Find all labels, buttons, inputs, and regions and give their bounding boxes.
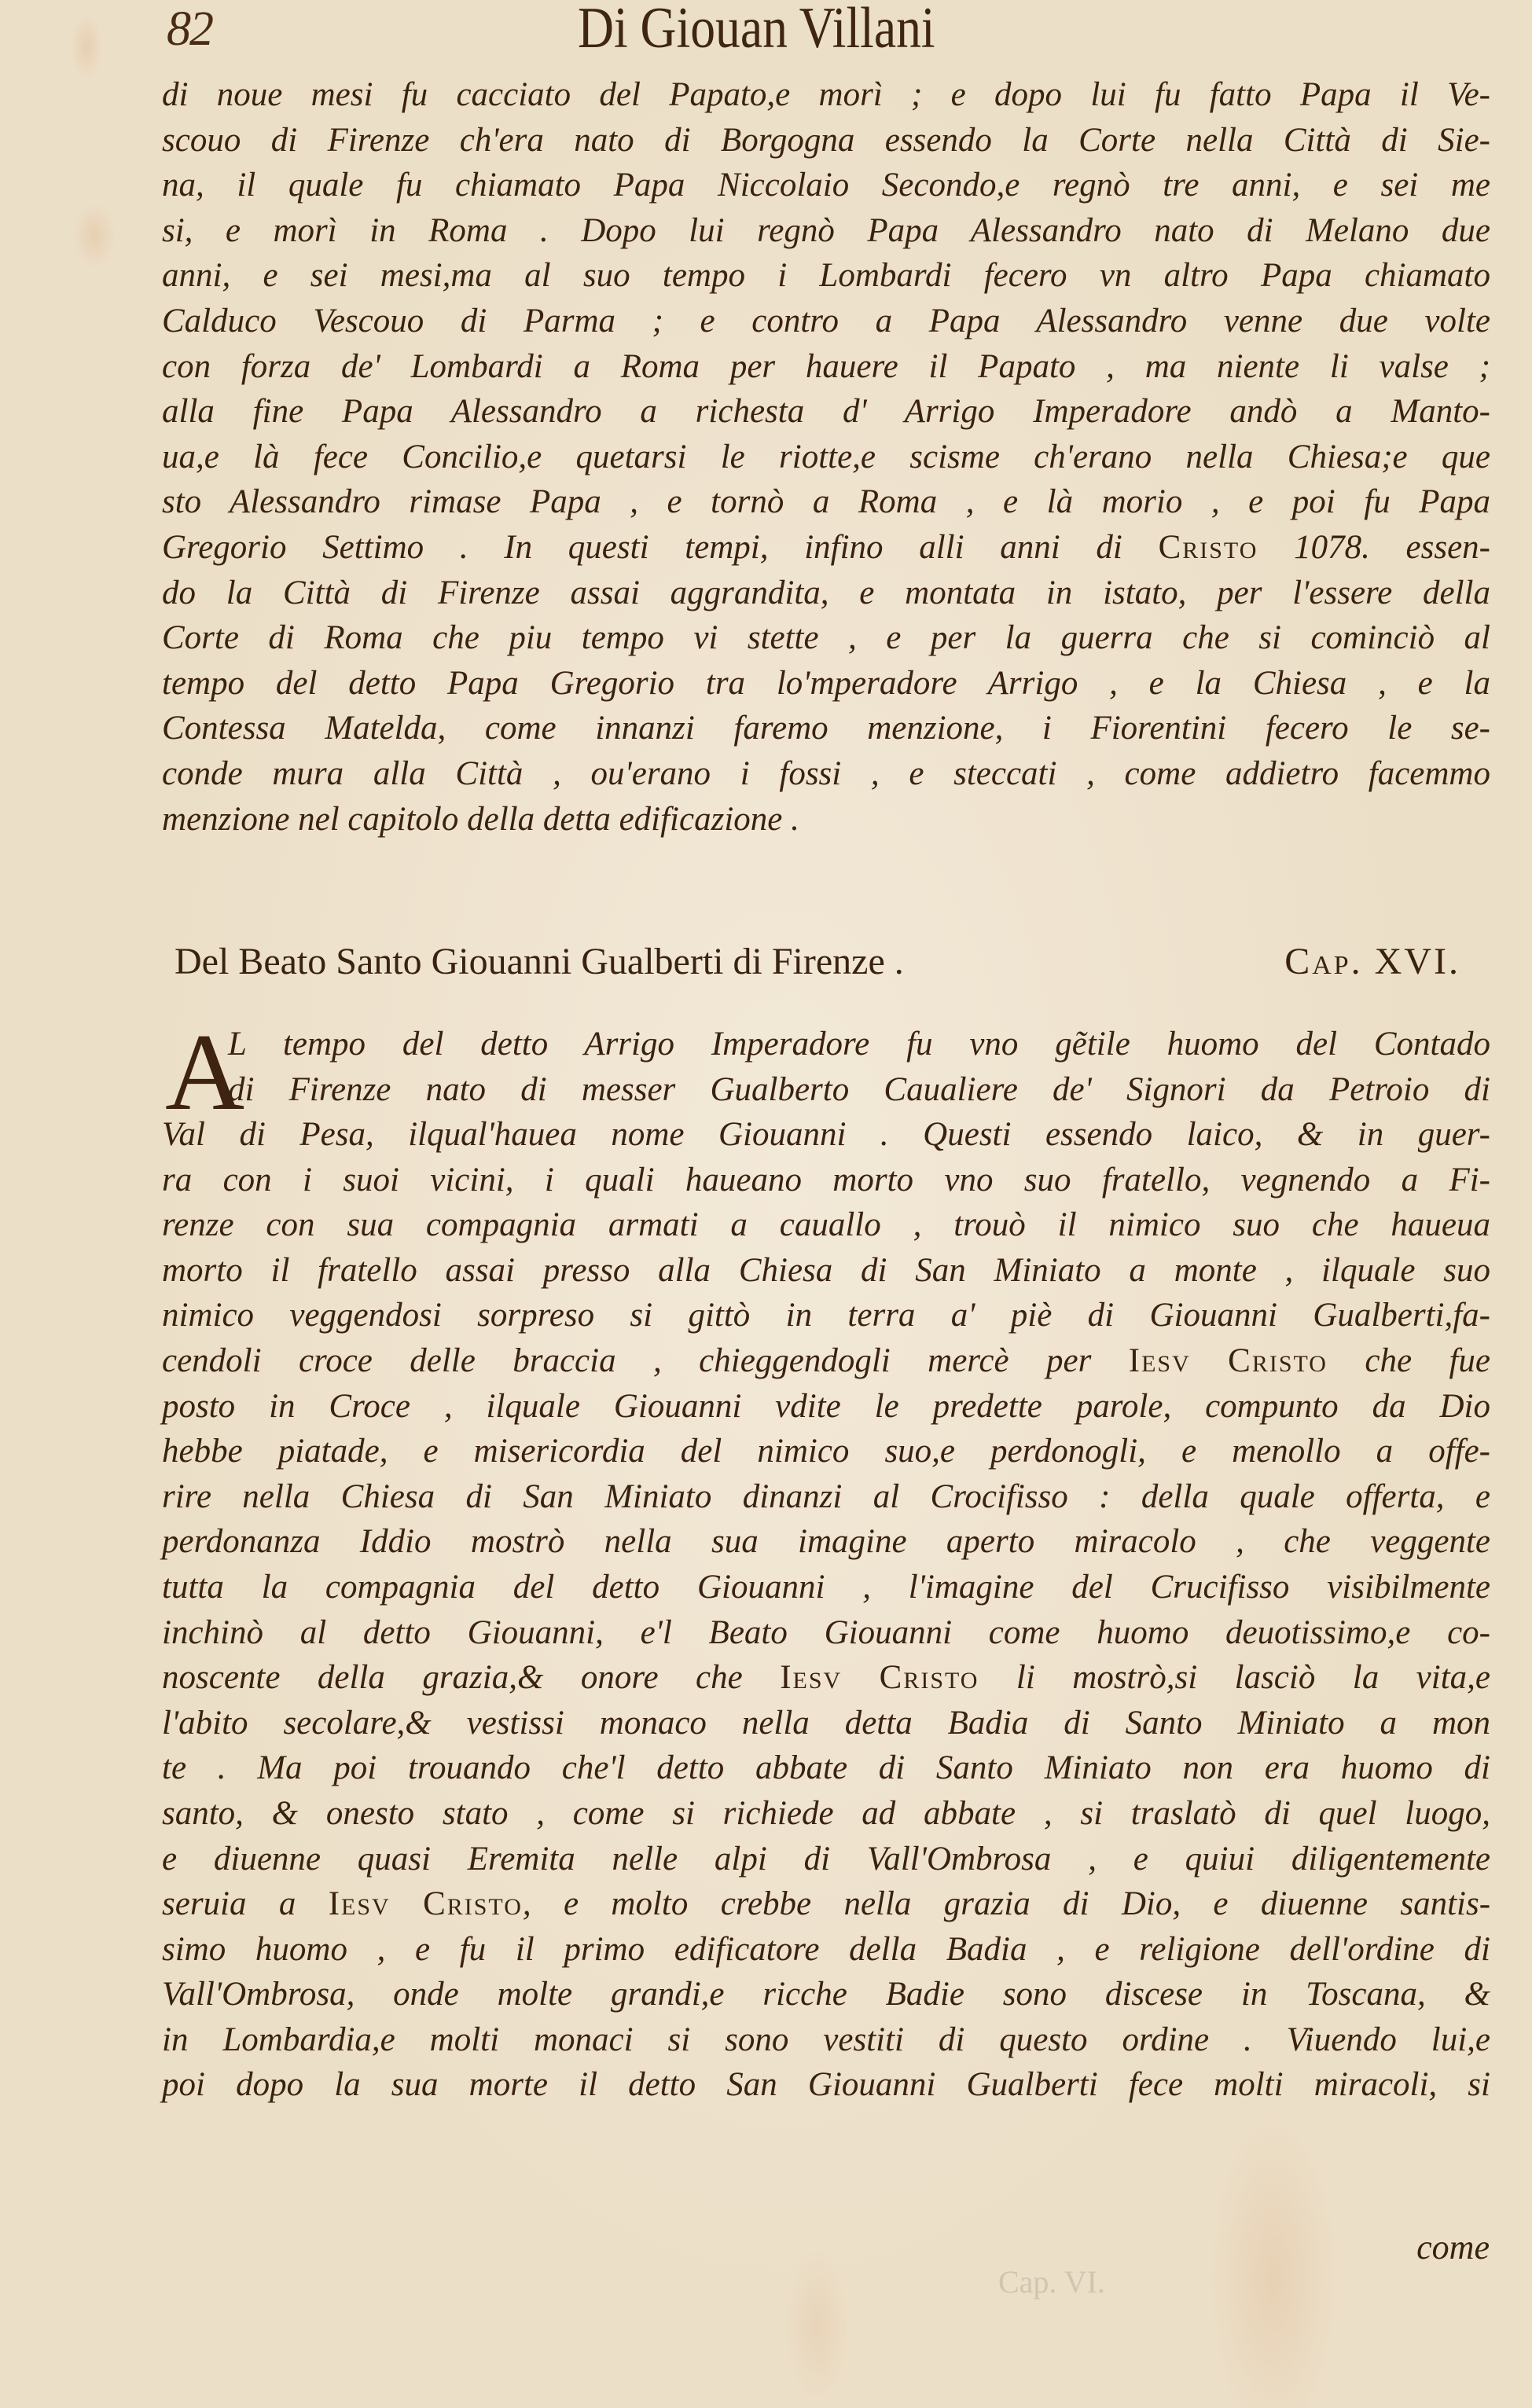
text-line: ra con i suoi vicini, i quali haueano morto vno suo fratello, vegnendo a Fi- xyxy=(162,1161,1490,1198)
text-line: in Lombardia,e molti monaci si sono vestiti di questo ordine . Viuendo lui,e xyxy=(162,2021,1490,2058)
text-line: cendoli croce delle braccia , chieggendogli mercè per Iesv Cristo che fue xyxy=(162,1342,1490,1379)
chapter-heading xyxy=(175,940,1495,983)
text-line: Gregorio Settimo . In questi tempi, infino alli anni di Cristo 1078. essen- xyxy=(162,528,1490,566)
text-line: renze con sua compagnia armati a cauallo , trouò il nimico suo che haueua xyxy=(162,1206,1490,1244)
text-line: scouo di Firenze ch'era nato di Borgogna essendo la Corte nella Città di Sie- xyxy=(162,121,1490,159)
text-line: tempo del detto Papa Gregorio tra lo'mperadore Arrigo , e la Chiesa , e la xyxy=(162,664,1490,702)
text-line: conde mura alla Città , ou'erano i fossi , e steccati , come addietro facemmo xyxy=(162,754,1490,792)
text-line: Calduco Vescouo di Parma ; e contro a Papa Alessandro venne due volte xyxy=(162,302,1490,340)
text-line: anni, e sei mesi,ma al suo tempo i Lombardi fecero vn altro Papa chiamato xyxy=(162,257,1490,295)
page-number: 82 xyxy=(167,2,212,56)
text-line: di Firenze nato di messer Gualberto Caualiere de' Signori da Petroio di xyxy=(228,1070,1490,1108)
text-block-chapter-body xyxy=(162,1112,1490,2108)
text-line: Corte di Roma che piu tempo vi stette , e per la guerra che si cominciò al xyxy=(162,619,1490,657)
text-line: con forza de' Lombardi a Roma per hauere il Papato , ma niente li valse ; xyxy=(162,347,1490,385)
show-through-text xyxy=(0,2263,1532,2311)
text-line: na, il quale fu chiamato Papa Niccolaio Secondo,e regnò tre anni, e sei me xyxy=(162,167,1490,204)
running-title: Di Giouan Villani xyxy=(578,0,935,61)
chapter-number: Cap. XVI. xyxy=(1284,941,1460,982)
text-line: simo huomo , e fu il primo edificatore della Badia , e religione dell'ordine di xyxy=(162,1930,1490,1968)
text-line: perdonanza Iddio mostrò nella sua imagine aperto miracolo , che veggente xyxy=(162,1523,1490,1561)
text-line: morto il fratello assai presso alla Chiesa di San Miniato a monte , ilquale suo xyxy=(162,1251,1490,1289)
text-block-continuation xyxy=(162,72,1490,842)
drop-cap-initial: A xyxy=(165,1011,245,1133)
text-line: noscente della grazia,& onore che Iesv Cristo li mostrò,si lasciò la vita,e xyxy=(162,1659,1490,1697)
text-line: Vall'Ombrosa, onde molte grandi,e ricche Badie sono discese in Toscana, & xyxy=(162,1976,1490,2013)
text-line: te . Ma poi trouando che'l detto abbate di Santo Miniato non era huomo di xyxy=(162,1749,1490,1787)
text-line: ua,e là fece Concilio,e quetarsi le riotte,e scisme ch'erano nella Chiesa;e que xyxy=(162,438,1490,475)
text-line: nimico veggendosi sorpreso si gittò in terra a' piè di Giouanni Gualberti,fa- xyxy=(162,1297,1490,1334)
text-line: tutta la compagnia del detto Giouanni , l'imagine del Crucifisso visibilmente xyxy=(162,1568,1490,1606)
text-line: alla fine Papa Alessandro a richesta d' Arrigo Imperadore andò a Manto- xyxy=(162,393,1490,431)
chapter-title: Del Beato Santo Giouanni Gualberti di Firenze . xyxy=(175,941,904,982)
text-line: e diuenne quasi Eremita nelle alpi di Vall'Ombrosa , e quiui diligentemente xyxy=(162,1840,1490,1878)
text-line: posto in Croce , ilquale Giouanni vdite le predette parole, compunto da Dio xyxy=(162,1387,1490,1425)
text-line: L tempo del detto Arrigo Imperadore fu vno gẽtile huomo del Contado xyxy=(228,1026,1490,1063)
text-line: Contessa Matelda, come innanzi faremo menzione, i Fiorentini fecero le se- xyxy=(162,710,1490,747)
show-through-label: Cap. VI. xyxy=(998,2264,1105,2300)
text-line: Val di Pesa, ilqual'hauea nome Giouanni . Questi essendo laico, & in guer- xyxy=(162,1116,1490,1153)
text-line: sto Alessandro rimase Papa , e tornò a Roma , e là morio , e poi fu Papa xyxy=(162,483,1490,521)
text-line: inchinò al detto Giouanni, e'l Beato Giouanni come huomo deuotissimo,e co- xyxy=(162,1613,1490,1651)
text-line: seruia a Iesv Cristo, e molto crebbe nella grazia di Dio, e diuenne santis- xyxy=(162,1885,1491,1923)
text-line: si, e morì in Roma . Dopo lui regnò Papa Alessandro nato di Melano due xyxy=(162,211,1490,249)
text-line: di noue mesi fu cacciato del Papato,e morì ; e dopo lui fu fatto Papa il Ve- xyxy=(162,76,1490,113)
text-line: rire nella Chiesa di San Miniato dinanzi al Crocifisso : della quale offerta, e xyxy=(162,1477,1490,1515)
text-block-chapter-opening xyxy=(228,1022,1490,1112)
text-line: santo, & onesto stato , come si richiede ad abbate , si traslatò di quel luogo, xyxy=(162,1794,1490,1832)
text-line: l'abito secolare,& vestissi monaco nella detta Badia di Santo Miniato a mon xyxy=(162,1704,1490,1742)
running-head xyxy=(0,0,1532,71)
text-line: poi dopo la sua morte il detto San Giouanni Gualberti fece molti miracoli, si xyxy=(162,2066,1490,2104)
text-line: hebbe piatade, e misericordia del nimico suo,e perdonogli, e menollo a offe- xyxy=(162,1433,1490,1470)
text-line: do la Città di Firenze assai aggrandita, e montata in istato, per l'essere della xyxy=(162,574,1490,611)
catchword: come xyxy=(1416,2228,1490,2267)
text-line: menzione nel capitolo della detta edificazione . xyxy=(162,800,799,838)
